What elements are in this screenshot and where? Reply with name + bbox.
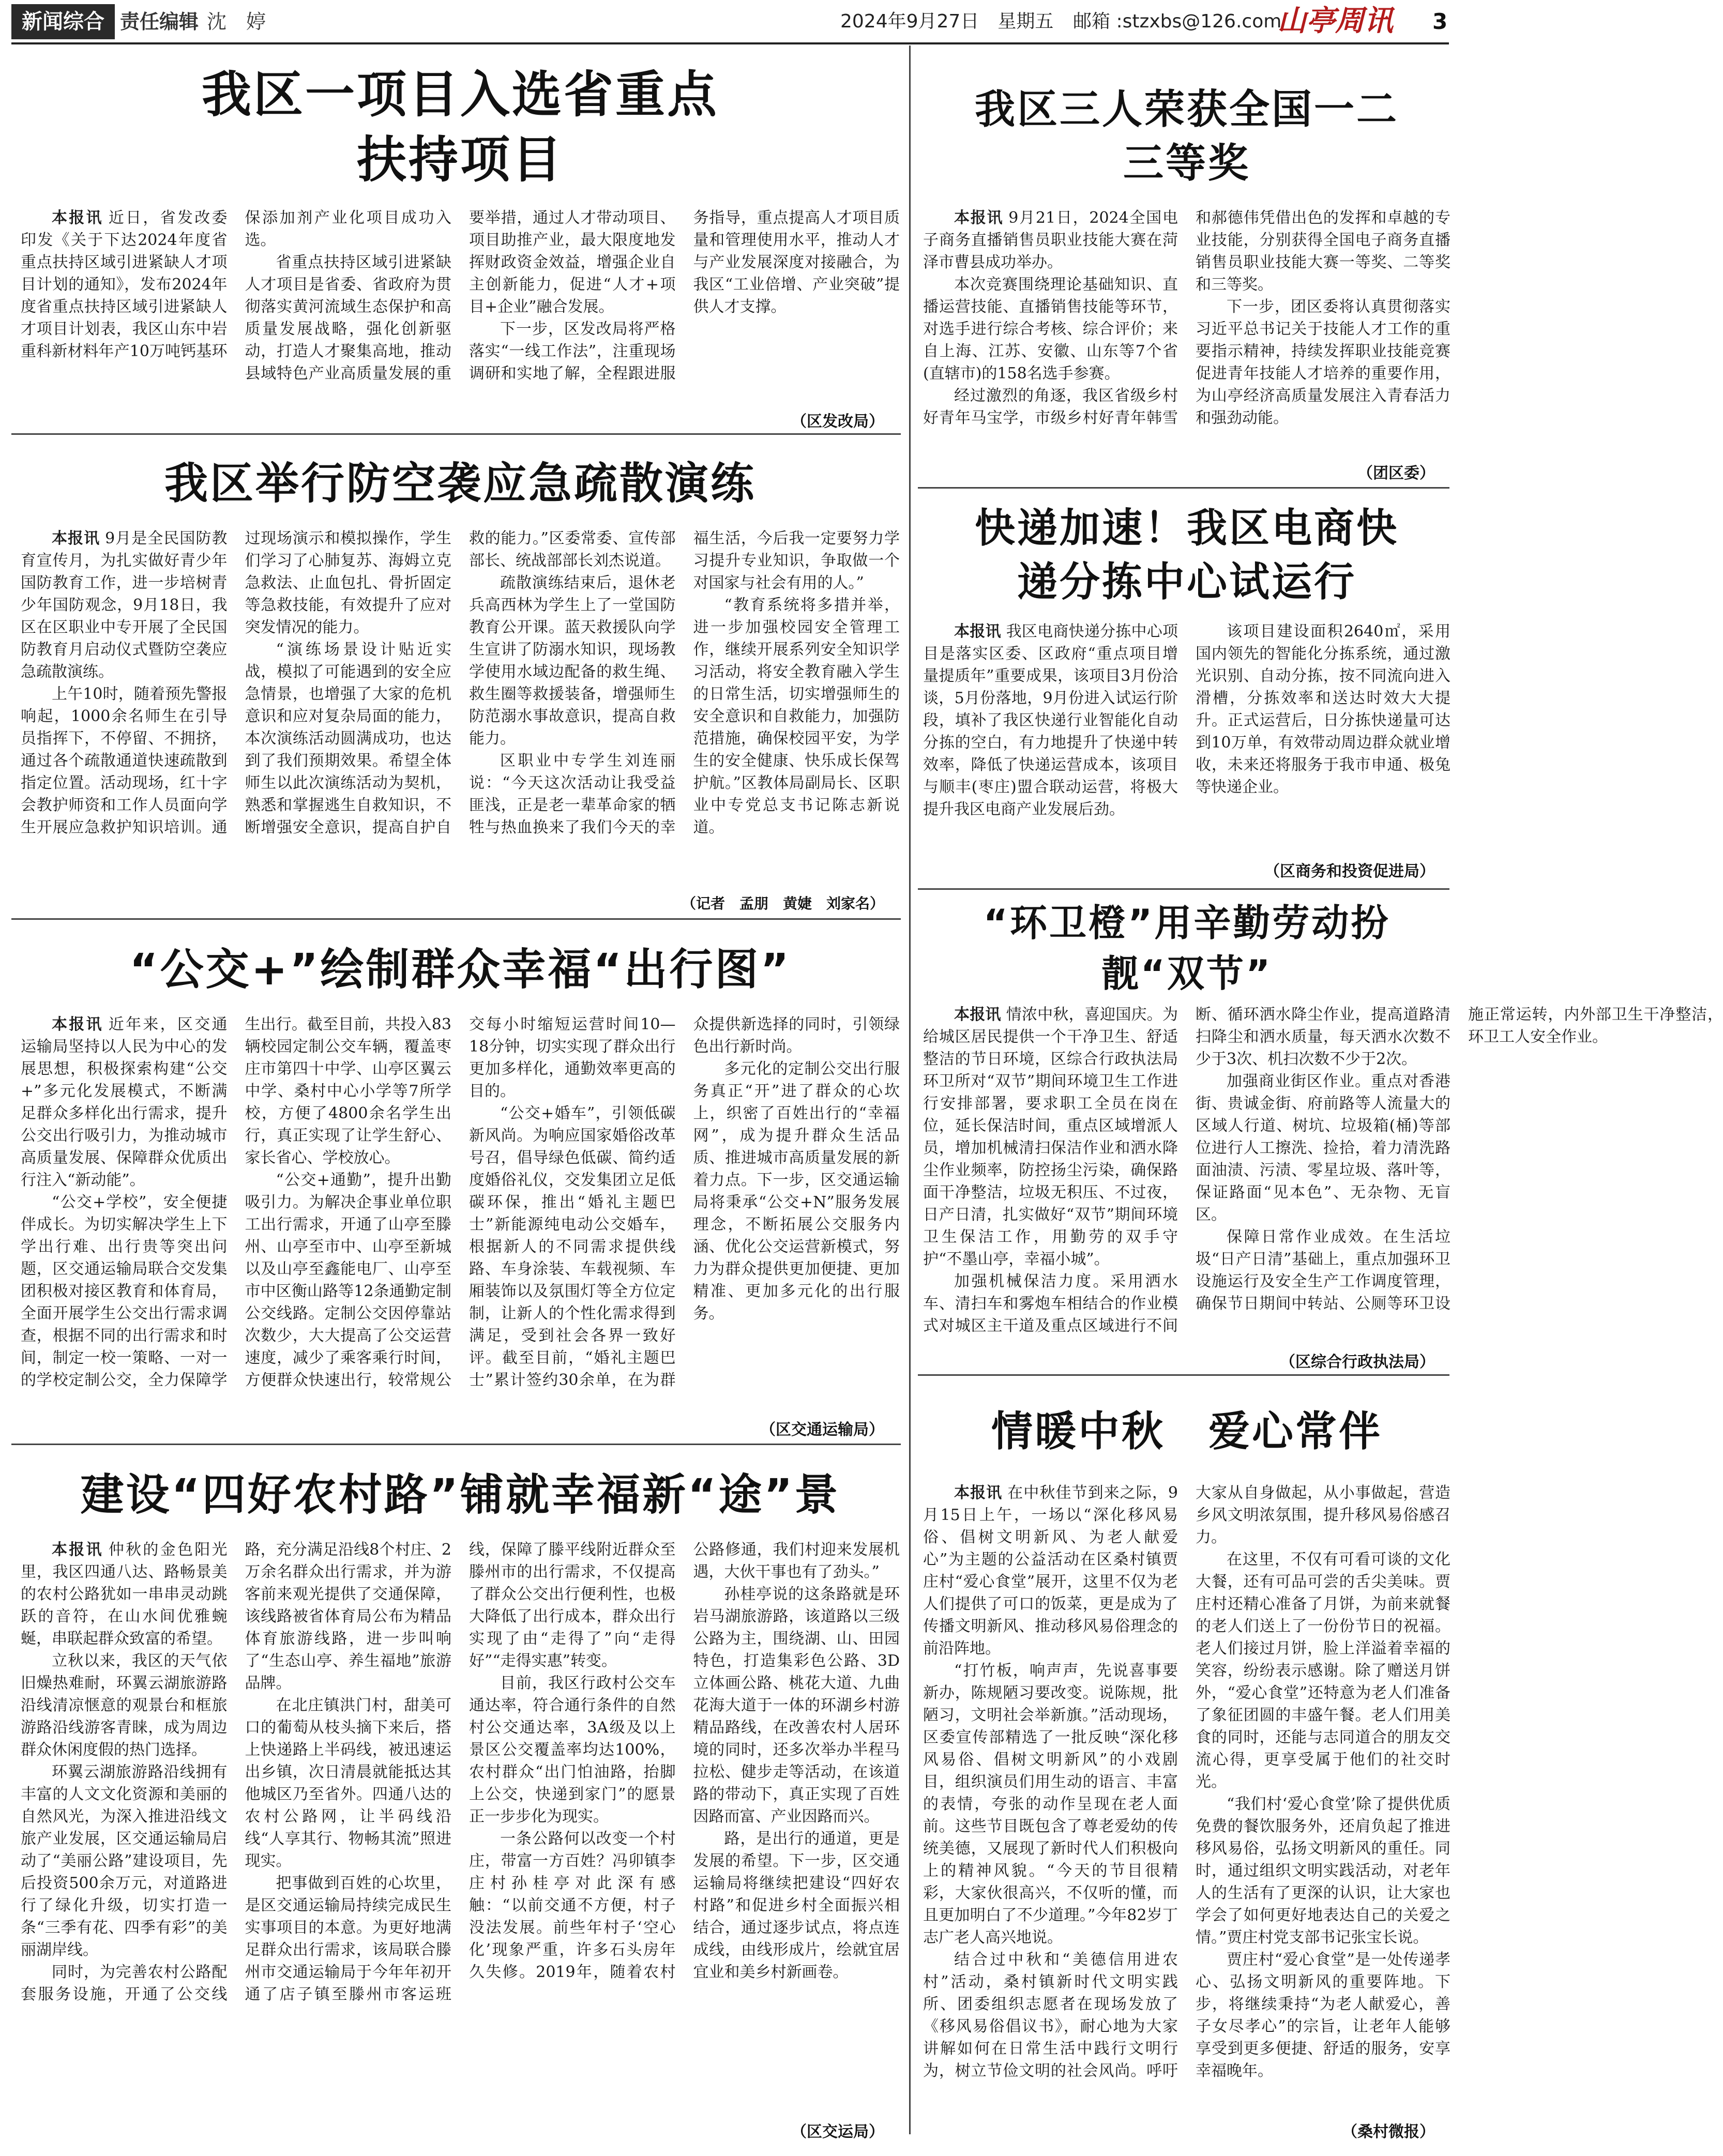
lead-label: 本报讯	[52, 1015, 103, 1034]
lead-label: 本报讯	[954, 1484, 1003, 1502]
page-number: 3	[1432, 9, 1448, 34]
paragraph: 疏散演练结束后，退休老兵高西林为学生上了一堂国防教育公开课。蓝天救援队向学生宣讲了防溺水知识，现场教学使用水域边配备的救生绳、救生圈等救援装备，增强师生防范溺水事故意识，提高自救能力。	[469, 574, 676, 748]
headline-line: 我区一项目入选省重点	[202, 66, 719, 124]
headline-line: 扶持项目	[357, 131, 564, 189]
paragraph: 同时，为完善农村公路配套服务设施，开通了公交线路，充分满足沿线8个村庄、2万余名群众出行需求，并为游客前来观光提供了交通保障，该线路被省体育局公布为精品体育旅游线路，进一步叫响了“生态山亭、养生福地”旅游品牌。	[21, 1541, 451, 2003]
headline-line: “环卫橙”用辛勤劳动扮	[983, 901, 1391, 945]
paragraph: “公交+学校”，安全便捷伴成长。为切实解决学生上下学出行难、出行贵等突出问题，区交通运输局联合交发集团积极对接区教育和体育局，全面开展学生公交出行需求调查，根据不同的出行需求和时间，制定一校一策略、一对一的学校定制公交，全力保障学生出行。截至目前，共投入83辆校园定制公交车辆，覆盖枣庄市第四十中学、山亭区翼云中学、桑村中心小学等7所学校，方便了4800余名学生出行，真正实现了让学生舒心、家长省心、学校放心。	[21, 1015, 451, 1389]
article-source: （团区委）	[1357, 464, 1435, 482]
paragraph: “公交+婚车”，引领低碳新风尚。为响应国家婚俗改革号召，倡导绿色低碳、简约适度婚俗礼仪，交发集团立足低碳环保，推出“婚礼主题巴士”新能源纯电动公交婚车，根据新人的不同需求提供线路、车身涂装、车载视频、车厢装饰以及氛围灯等全方位定制，让新人的个性化需求得到满足，受到社会各界一致好评。截至目前，“婚礼主题巴士”累计签约30余单，在为群众提供新选择的同时，引领绿色出行新时尚。	[469, 1015, 900, 1389]
article-key-project	[21, 52, 900, 432]
article-body	[923, 1004, 1723, 1345]
paragraph: “打竹板，响声声，先说喜事要新办，陈规陋习要改变。说陈规，批陋习，文明社会举新旗。”活动现场，区委宣传部精选了一批反映“深化移风易俗、倡树文明新风”的小戏剧目，组织演员们用生动的语言、丰富的表情，夸张的动作呈现在老人面前。这些节目既包含了尊老爱幼的传统美德，又展现了新时代人们积极向上的精神风貌。“今天的节目很精彩，大家伙很高兴，不仅听的懂，而且更加明白了不少道理。”今年82岁丁志广老人高兴地说。	[923, 1662, 1178, 1947]
article-body	[21, 207, 900, 403]
article-headline: 建设“四好农村路”铺就幸福新“途”景	[80, 1469, 840, 1520]
article-express-center	[923, 491, 1450, 887]
paragraph: 该项目建设面积2640㎡，采用国内领先的智能化分拣系统，通过激光识别、自动分拣，按不同流向进入滑槽，分拣效率和送达时效大大提升。正式运营后，日分拣快递量可达到10万单，有效带动周边群众就业增收，未来还将服务于我市申通、极兔等快递企业。	[1196, 622, 1450, 796]
article-sanitation-workers	[923, 892, 1723, 1373]
paragraph: 路，是出行的通道，更是发展的希望。下一步，区交通运输局将继续把建设“四好农村路”和促进乡村全面振兴相结合，通过逐步试点，将点连成线，由线形成片，绘就宜居宜业和美乡村新画卷。	[693, 1830, 900, 1981]
paragraph: “我们村‘爱心食堂’除了提供优质免费的餐饮服务外，还肩负起了推进移风易俗，弘扬文明新风的重任。同时，通过组织文明实践活动，对老年人的生活有了更深的认识，让大家也学会了如何更好地表达自己的关爱之情。”贾庄村党支部书记张宝长说。	[1196, 1795, 1450, 1947]
paragraph: 省重点扶持区域引进紧缺人才项目是省委、省政府为贯彻落实黄河流域生态保护和高质量发展战略，强化创新驱动，打造人才聚集高地，推动县域特色产业高质量发展的重要举措，通过人才带动项目、项目助推产业，最大限度地发挥财政资金效益，增强企业自主创新能力，促进“人才+项目+企业”融合发展。	[245, 209, 676, 383]
paragraph: 本报讯 仲秋的金色阳光里，我区四通八达、路畅景美的农村公路犹如一串串灵动跳跃的音符，在山水间优雅蜿蜒，串联起群众致富的希望。	[21, 1541, 228, 1648]
column-divider	[909, 45, 911, 2134]
paragraph: 本报讯 9月21日，2024全国电子商务直播销售员职业技能大赛在菏泽市曹县成功举办。	[923, 209, 1178, 271]
article-source: （区综合行政执法局）	[1280, 1353, 1435, 1371]
lead-label: 本报讯	[52, 1541, 103, 1559]
paragraph: 在北庄镇洪门村，甜美可口的葡萄从枝头摘下来后，搭上快递路上半码线，被迅速运出乡镇，次日清晨就能抵达其他城区乃至省外。四通八达的农村公路网，让半码线沿线“人享其行、物畅其流”照进现实。	[245, 1696, 451, 1870]
editor-credit	[120, 4, 266, 39]
paragraph: 本报讯 9月是全民国防教育宣传月，为扎实做好青少年国防教育工作，进一步培树青少年国防观念，9月18日，我区在区职业中专开展了全民国防教育月启动仪式暨防空袭应急疏散演练。	[21, 529, 228, 681]
paragraph: 多元化的定制公交出行服务真正“开”进了群众的心坎上，织密了百姓出行的“幸福网”，成为提升群众生活品质、推进城市高质量发展的新着力点。下一步，区交通运输局将秉承“公交+N”服务发展理念，不断拓展公交服务内涵、优化公交运营新模式，努力为群众提供更加便捷、更加精准、更加多元化的出行服务。	[693, 1060, 900, 1323]
headline-line: 我区三人荣获全国一二	[974, 86, 1399, 133]
paragraph: 把事做到百姓的心坎里，是区交通运输局持续完成民生实事项目的本意。为更好地满足群众出行需求，该局联合滕州市交通运输局于今年年初开通了店子镇至滕州市客运班线，保障了滕平线附近群众至滕州市的出行需求，不仅提高了群众公交出行便利性，也极大降低了出行成本，群众出行实现了由“走得了”向“走得好”“走得实惠”转变。	[245, 1541, 676, 2003]
page-header	[0, 0, 1460, 47]
article-source: （区交通运输局）	[760, 1421, 884, 1439]
paragraph: 一条公路何以改变一个村庄，带富一方百姓？冯卯镇李庄村孙桂亭对此深有感触：“以前交通不方便，村子没法发展。前些年村子‘空心化’现象严重，许多石头房年久失修。2019年，随着农村公路修通，我们村迎来发展机遇，大伙干事也有了劲头。”	[469, 1541, 900, 1981]
article-headline	[923, 502, 1450, 609]
paragraph: 目前，我区行政村公交车通达率，符合通行条件的自然村公交通达率，3A级及以上景区公交覆盖率均达100%，农村群众“出门怕油路，抬脚上公交，快递到家门”的愿景正一步步化为现实。	[469, 1674, 676, 1826]
paragraph: “教育系统将多措并举，进一步加强校园安全管理工作，继续开展系列安全知识学习活动，将安全教育融入学生的日常生活，切实增强师生的安全意识和自救能力，加强防范措施，确保校园平安，为学生的安全健康、快乐成长保驾护航。”区教体局副局长、区职业中专党总支书记陈志新说道。	[693, 596, 900, 837]
paragraph: 下一步，团区委将认真贯彻落实习近平总书记关于技能人才工作的重要指示精神，持续发挥职业技能竞赛促进青年技能人才培养的重要作用，为山亭经济高质量发展注入青春活力和强劲动能。	[1196, 298, 1450, 427]
paragraph: 本次竞赛围绕理论基础知识、直播运营技能、直播销售技能等环节，对选手进行综合考核、综合评价；来自上海、江苏、安徽、山东等7个省(直辖市)的158名选手参赛。	[923, 276, 1178, 383]
lead-label: 本报讯	[954, 209, 1004, 227]
separator	[918, 1374, 1449, 1376]
paragraph: 立秋以来，我区的天气依旧燥热难耐，环翼云湖旅游路沿线清凉惬意的观景台和框旅游路沿线游客青睐，成为周边群众休闲度假的热门选择。	[21, 1652, 228, 1759]
article-headline	[923, 898, 1450, 999]
section-tab: 新闻综合	[11, 4, 115, 39]
headline-line: 快递加速！我区电商快	[974, 505, 1399, 552]
article-body	[923, 1482, 1450, 2113]
paragraph: 保障日常作业成效。在生活垃圾“日产日清”基础上，重点加强环卫设施运行及安全生产工作调度管理，确保节日期间中转站、公厕等环卫设施正常运转，内外部卫生干净整洁，环卫工人安全作业。	[1196, 1006, 1723, 1313]
contact-email: 邮箱 :stzxbs@126.com	[1073, 11, 1282, 32]
paragraph: 本报讯 我区电商快递分拣中心项目是落实区委、区政府“重点项目增量提质年”重要成果，该项目3月份洽谈，5月份落地，9月份进入试运行阶段，填补了我区快递行业智能化自动分拣的空白，有力地提升了快递中转效率，降低了快递运营成本，该项目与顺丰(枣庄)盟合联动运营，将极大提升我区电商产业发展后劲。	[923, 622, 1178, 818]
header-rule	[11, 42, 1449, 44]
lead-label: 本报讯	[954, 1006, 1001, 1024]
paragraph: “公交+通勤”，提升出勤吸引力。为解决企事业单位职工出行需求，开通了山亭至滕州、山亭至市中、山亭至新城以及山亭至鑫能电厂、山亭至市中区衡山路等12条通勤定制公交线路。定制公交因停靠站次数少，大大提高了公交运营速度，减少了乘客乘行时间，方便群众快速出行，较常规公交每小时缩短运营时间10—18分钟，切实实现了群众出行更加多样化，通勤效率更高的目的。	[245, 1015, 676, 1389]
headline-line: 递分拣中心试运行	[1017, 559, 1356, 605]
article-rural-roads	[21, 1451, 900, 2144]
paragraph: 结合过中秋和“美德信用进农村”活动，桑村镇新时代文明实践所、团委组织志愿者在现场发放了《移风易俗倡议书》，耐心地为大家讲解如何在日常生活中践行文明行为，树立节俭文明的社会风尚。呼吁大家从自身做起，从小事做起，营造乡风文明浓氛围，提升移风易俗感召力。	[923, 1484, 1450, 2080]
article-mid-autumn-love	[923, 1378, 1450, 2144]
article-body	[923, 620, 1450, 853]
paragraph: 下一步，区发改局将严格落实“一线工作法”，注重现场调研和实地了解，全程跟进服务指导，重点提高人才项目质量和管理使用水平，推动人才与产业发展深度对接融合，为我区“工业倍增、产业突破”提供人才支撑。	[469, 209, 900, 383]
paragraph: 本报讯 近年来，区交通运输局坚持以人民为中心的发展思想，积极探索构建“公交+”多元化发展模式，不断满足群众多样化出行需求，提升公交出行吸引力，为推动城市高质量发展、保障群众优质出行注入“新动能”。	[21, 1015, 228, 1189]
article-body	[923, 207, 1450, 455]
paragraph: 孙桂亭说的这条路就是环岩马湖旅游路，该道路以三级公路为主，围绕湖、山、田园特色，打造集彩色公路、3D立体画公路、桃花大道、九曲花海大道于一体的环湖乡村游精品路线，在改善农村人居环境的同时，还多次举办半程马拉松、健步走等活动，在该道路的带动下，真正实现了百姓因路而富、产业因路而兴。	[693, 1585, 900, 1826]
article-air-raid-drill	[21, 439, 900, 915]
paragraph: 区职业中专学生刘连丽说：“今天这次活动让我受益匪浅，正是老一辈革命家的牺牲与热血换来了我们今天的幸福生活，今后我一定要努力学习提升专业知识，争取做一个对国家与社会有用的人。”	[469, 529, 900, 837]
article-source: （记者 孟朋 黄婕 刘家名）	[681, 895, 884, 912]
separator	[918, 487, 1449, 489]
paragraph: 本报讯 情浓中秋，喜迎国庆。为给城区居民提供一个干净卫生、舒适整洁的节日环境，区综合行政执法局环卫所对“双节”期间环境卫生工作进行安排部署，要求职工全员在岗在位，延长保洁时间，重点区域增派人员，增加机械清扫保洁作业和洒水降尘作业频率，防控扬尘污染，确保路面干净整洁，垃圾无积压、不过夜，日产日清，扎实做好“双节”期间环境卫生保洁工作，用勤劳的双手守护“不墨山亭，幸福小城”。	[923, 1006, 1178, 1268]
editor-name: 沈 婷	[207, 10, 266, 33]
separator	[11, 1444, 901, 1445]
paragraph: 环翼云湖旅游路沿线拥有丰富的人文文化资源和美丽的自然风光，为深入推进沿线文旅产业发展，区交通运输局启动了“美丽公路”建设项目，先后投资500余万元，对道路进行了绿化升级，切实打造一条“三季有花、四季有彩”的美丽湖岸线。	[21, 1763, 228, 1959]
paragraph: 在这里，不仅有可看可谈的文化大餐，还有可品可尝的舌尖美味。贾庄村还精心准备了月饼，为前来就餐的老人们送上了一份份节日的祝福。老人们接过月饼，脸上洋溢着幸福的笑容，纷纷表示感谢。除了赠送月饼外，“爱心食堂”还特意为老人们准备了象征团圆的丰盛午餐。老人们用美食的同时，还能与志同道合的朋友交流心得，更享受属于他们的社交时光。	[1196, 1551, 1450, 1791]
article-bus-plus	[21, 925, 900, 1443]
paragraph: 本报讯 在中秋佳节到来之际，9月15日上午，一场以“深化移风易俗、倡树文明新风、为老人献爱心”为主题的公益活动在区桑村镇贾庄村“爱心食堂”展开，这里不仅为老人们提供了可口的饭菜，更是成为了传播文明新风、推动移风易俗理念的前沿阵地。	[923, 1484, 1178, 1658]
headline-line: 三等奖	[1123, 140, 1250, 187]
headline-line: 靓“双节”	[1101, 952, 1273, 995]
paragraph: 经过激烈的角逐，我区省级乡村好青年马宝学，市级乡村好青年韩雪和郝德伟凭借出色的发挥和卓越的专业技能，分别获得全国电子商务直播销售员职业技能大赛一等奖、二等奖和三等奖。	[923, 209, 1450, 427]
article-headline: 我区举行防空袭应急疏散演练	[164, 458, 756, 509]
paragraph: 上午10时，随着预先警报响起，1000余名师生在引导员指挥下，不停留、不拥挤，通过各个疏散通道快速疏散到指定位置。活动现场，红十字会教护师资和工作人员面向学生开展应急救护知识培训。通过现场演示和模拟操作，学生们学习了心肺复苏、海姆立克急救法、止血包扎、骨折固定等急救技能，有效提升了应对突发情况的能力。	[21, 529, 451, 837]
article-body	[21, 527, 900, 889]
article-national-awards	[923, 52, 1450, 483]
masthead-logo: 山亭周讯	[1277, 4, 1393, 38]
article-headline: 情暖中秋 爱心常伴	[991, 1407, 1382, 1455]
article-source: （区交运局）	[791, 2123, 884, 2141]
paragraph: 贾庄村“爱心食堂”是一处传递孝心、弘扬文明新风的重要阵地。下步，将继续秉持“为老人献爱心，善子女尽孝心”的宗旨，让老年人能够享受到更多便捷、舒适的服务，安享幸福晚年。	[1196, 1951, 1450, 2080]
article-body	[21, 1013, 900, 1411]
paragraph: 加强商业街区作业。重点对香港街、贵诚金街、府前路等人流量大的区域人行道、树坑、垃圾箱(桶)等部位进行人工擦洗、捡拾，着力清洗路面油渍、污渍、零星垃圾、落叶等，保证路面“见本色”、无杂物、无盲区。	[1196, 1072, 1450, 1224]
article-headline: “公交+”绘制群众幸福“出行图”	[129, 944, 791, 995]
separator	[11, 918, 901, 920]
article-source: （桑村微报）	[1342, 2123, 1435, 2141]
article-source: （区商务和投资促进局）	[1264, 862, 1435, 880]
lead-label: 本报讯	[52, 209, 103, 227]
paragraph: “演练场景设计贴近实战，模拟了可能遇到的安全应急情景，也增强了大家的危机意识和应对复杂局面的能力，本次演练活动圆满成功，也达到了我们预期效果。希望全体师生以此次演练活动为契机，熟悉和掌握逃生自救知识，不断增强安全意识，提高自护自救的能力。”区委常委、宣传部部长、统战部部长刘杰说道。	[245, 529, 676, 837]
editor-label: 责任编辑	[120, 10, 199, 33]
article-body	[21, 1539, 900, 2113]
separator	[918, 888, 1449, 890]
lead-label: 本报讯	[954, 622, 1001, 641]
paragraph: 加强机械保洁力度。采用洒水车、清扫车和雾炮车相结合的作业模式对城区主干道及重点区域进行不间断、循环洒水降尘作业，提高道路清扫降尘和洒水质量，每天洒水次数不少于3次、机扫次数不少于2次。	[923, 1006, 1450, 1335]
article-headline	[21, 62, 900, 192]
separator	[11, 433, 901, 435]
article-source: （区发改局）	[791, 413, 884, 431]
article-headline	[923, 83, 1450, 190]
lead-label: 本报讯	[52, 529, 100, 548]
issue-date: 2024年9月27日 星期五	[840, 11, 1054, 32]
paragraph: 本报讯 近日，省发改委印发《关于下达2024年度省重点扶持区域引进紧缺人才项目计划的通知》，发布2024年度省重点扶持区域引进紧缺人才项目计划表，我区山东中岩重科新材料年产10万吨钙基环保添加剂产业化项目成功入选。	[21, 209, 451, 360]
